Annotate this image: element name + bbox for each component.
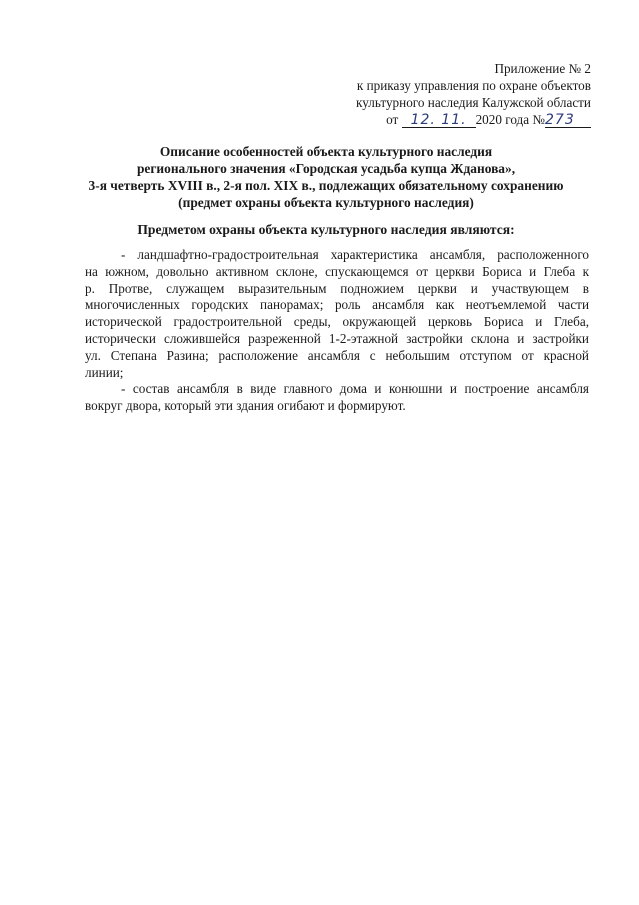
paragraph-line: линии;: [85, 364, 124, 380]
handwritten-date: 12. 11.: [410, 112, 467, 128]
appendix-order-ref: к приказу управления по охране объектов: [356, 78, 591, 93]
title-line-1: Описание особенностей объекта культурного наследия: [159, 144, 493, 159]
appendix-date-line: [271, 111, 591, 128]
paragraph-composition: [85, 381, 589, 415]
paragraph-line: - ландшафтно-градостроительная характеристика ансамбля, расположенного: [121, 247, 589, 262]
paragraph-line: на южном, довольно активном склоне, спускающемся от церкви Бориса и Глеба к: [85, 263, 589, 279]
subject-heading: Предметом охраны объекта культурного наследия являются:: [137, 222, 515, 237]
handwritten-number: 273: [545, 112, 575, 128]
appendix-number: Приложение № 2: [494, 61, 591, 76]
document-title: [60, 143, 592, 211]
paragraph-line: ул. Степана Разина; расположение ансамбля с небольшим отступом от красной: [85, 347, 589, 363]
appendix-authority: культурного наследия Калужской области: [356, 95, 591, 110]
appendix-header: [271, 60, 591, 128]
paragraph-landscape: [85, 247, 589, 381]
title-line-2: регионального значения «Городская усадьба купца Жданова»,: [136, 161, 516, 176]
paragraph-line: р. Протве, служащем выразительным подножием церкви и участвующем в: [85, 280, 589, 296]
title-line-3: 3-я четверть XVIII в., 2-я пол. XIX в., подлежащих обязательному сохранению: [88, 178, 564, 193]
paragraph-line: вокруг двора, который эти здания огибают и формируют.: [85, 398, 406, 414]
title-line-4: (предмет охраны объекта культурного наследия): [178, 195, 474, 210]
paragraph-line: многочисленных городских панорамах; роль ансамбля как неотъемлемой части: [85, 297, 589, 313]
paragraph-line: - состав ансамбля в виде главного дома и конюшни и построение ансамбля: [121, 381, 589, 397]
document-body: [85, 247, 589, 415]
paragraph-line: исторической градостроительной среды, окружающей церковь Бориса и Глеба,: [85, 314, 589, 330]
date-blank: [402, 113, 476, 128]
date-prefix: от: [386, 112, 399, 127]
paragraph-line: исторически сложившейся разреженной 1-2-этажной застройки склона и застройки: [85, 330, 589, 346]
number-blank: [545, 113, 591, 128]
date-year: 2020 года №: [475, 112, 545, 127]
